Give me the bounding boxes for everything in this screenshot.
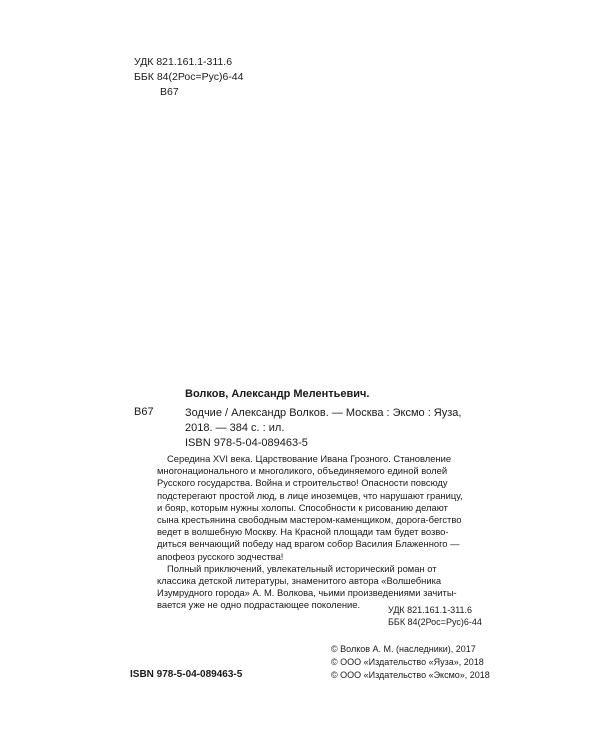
annotation-line: апофеоз русского зодчества!	[157, 550, 284, 562]
catalog-bibliographic-description	[185, 406, 461, 436]
annotation	[157, 453, 463, 612]
annotation-line: классика детской литературы, знаменитого автора «Волшебника	[157, 575, 442, 587]
catalog-isbn: ISBN 978-5-04-089463-5	[185, 437, 308, 449]
header-classification-codes	[134, 55, 244, 100]
copyright-block	[331, 643, 490, 682]
copyright-line: © Волков А. М. (наследники), 2017	[331, 644, 476, 654]
udk-code: УДК 821.161.1-311.6	[134, 56, 233, 68]
right-classification-codes	[388, 604, 482, 628]
bbk-code: ББК 84(2Рос=Рус)6-44	[134, 71, 244, 83]
copyright-line: © ООО «Издательство «Яуза», 2018	[331, 657, 484, 667]
catalog-author-mark: В67	[134, 406, 154, 418]
annotation-line: Полный приключений, увлекательный исторический роман от	[167, 562, 437, 574]
annotation-line: диться венчающий победу над врагом собор Василия Блаженного —	[157, 538, 460, 550]
annotation-line: подстерегают простой люд, в лице иноземцев, что нарушают границу,	[157, 489, 463, 501]
catalog-author: Волков, Александр Мелентьевич.	[185, 388, 370, 400]
biblio-line-2: 2018. — 384 с. : ил.	[185, 422, 285, 434]
annotation-line: Изумрудного города» А. М. Волкова, чьими произведениями зачиты-	[157, 587, 457, 599]
annotation-line: сына крестьянина свободным мастером-каменщиком, дорога-бегство	[157, 514, 462, 526]
annotation-line: вается уже не одно подрастающее поколение.	[157, 599, 361, 611]
annotation-paragraph-1	[157, 453, 463, 563]
annotation-line: ведет в волшебную Москву. На Красной площади там будет возво-	[157, 526, 449, 538]
biblio-line-1: Зодчие / Александр Волков. — Москва : Эксмо : Яуза,	[185, 407, 462, 419]
annotation-line: Середина XVI века. Царствование Ивана Грозного. Становление	[167, 453, 452, 464]
author-mark: В67	[160, 86, 179, 98]
copyright-line: © ООО «Издательство «Эксмо», 2018	[331, 670, 490, 680]
right-udk-code: УДК 821.161.1-311.6	[388, 605, 473, 615]
annotation-line: и бояр, которым нужны холопы. Способности к рисованию делают	[157, 501, 448, 513]
annotation-line: многонационального и многоликого, объединяемого единой волей	[157, 465, 448, 477]
annotation-line: Русского государства. Война и строительство! Опасности повсюду	[157, 477, 448, 489]
footer-isbn: ISBN 978-5-04-089463-5	[130, 669, 243, 680]
right-bbk-code: ББК 84(2Рос=Рус)6-44	[388, 617, 482, 627]
